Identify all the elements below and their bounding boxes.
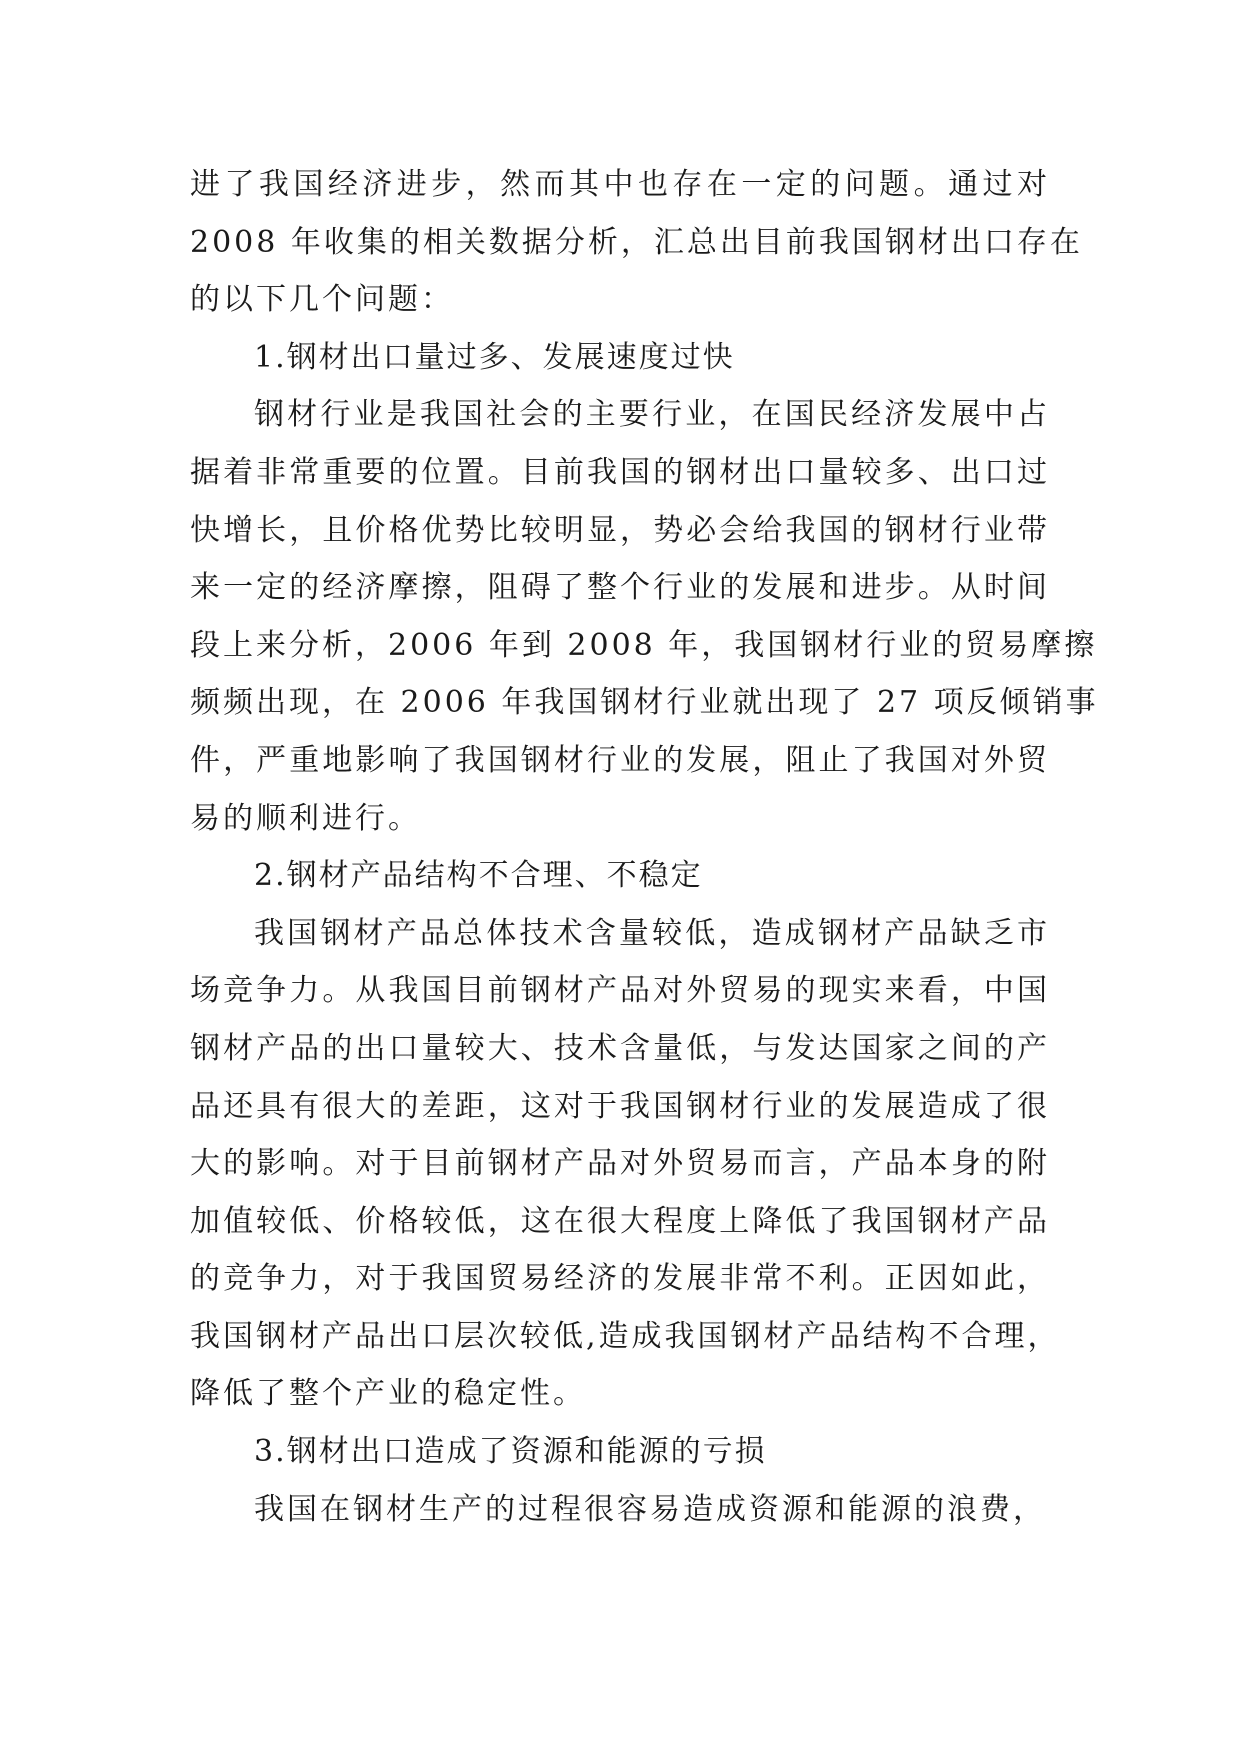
- text-line: 据着非常重要的位置。目前我国的钢材出口量较多、出口过: [190, 454, 1050, 490]
- text-line: 频频出现，在 2006 年我国钢材行业就出现了 27 项反倾销事: [190, 685, 1099, 721]
- text-line: 我国钢材产品总体技术含量较低，造成钢材产品缺乏市: [254, 915, 1050, 951]
- text-line: 场竞争力。从我国目前钢材产品对外贸易的现实来看，中国: [190, 973, 1050, 1009]
- text-line: 3.钢材出口造成了资源和能源的亏损: [254, 1434, 767, 1470]
- document-body: [190, 156, 1099, 1538]
- text-line: 易的顺利进行。: [190, 800, 421, 836]
- text-line: 快增长，且价格优势比较明显，势必会给我国的钢材行业带: [190, 512, 1050, 548]
- text-line: 加值较低、价格较低，这在很大程度上降低了我国钢材产品: [190, 1203, 1050, 1239]
- text-line: 钢材行业是我国社会的主要行业，在国民经济发展中占: [254, 397, 1050, 433]
- body-paragraph: [190, 386, 1099, 847]
- text-line: 来一定的经济摩擦，阻碍了整个行业的发展和进步。从时间: [190, 570, 1050, 606]
- text-line: 我国钢材产品出口层次较低,造成我国钢材产品结构不合理，: [190, 1318, 1061, 1354]
- section-heading: [190, 1423, 1050, 1481]
- text-line: 1.钢材出口量过多、发展速度过快: [254, 339, 735, 375]
- text-line: 钢材产品的出口量较大、技术含量低，与发达国家之间的产: [190, 1030, 1050, 1066]
- text-line: 的以下几个问题：: [190, 282, 454, 318]
- text-line: 段上来分析，2006 年到 2008 年，我国钢材行业的贸易摩擦: [190, 627, 1098, 663]
- body-paragraph: [190, 156, 1083, 329]
- section-heading: [190, 847, 1050, 905]
- text-line: 2.钢材产品结构不合理、不稳定: [254, 858, 703, 894]
- text-line: 降低了整个产业的稳定性。: [190, 1376, 586, 1412]
- text-line: 我国在钢材生产的过程很容易造成资源和能源的浪费，: [254, 1491, 1046, 1527]
- text-line: 的竞争力，对于我国贸易经济的发展非常不利。正因如此，: [190, 1261, 1050, 1297]
- text-line: 品还具有很大的差距，这对于我国钢材行业的发展造成了很: [190, 1088, 1050, 1124]
- section-heading: [190, 329, 1050, 387]
- text-line: 大的影响。对于目前钢材产品对外贸易而言，产品本身的附: [190, 1146, 1050, 1182]
- text-line: 2008 年收集的相关数据分析，汇总出目前我国钢材出口存在: [190, 224, 1083, 260]
- body-paragraph: [190, 905, 1061, 1423]
- text-line: 件，严重地影响了我国钢材行业的发展，阻止了我国对外贸: [190, 742, 1050, 778]
- body-paragraph: [190, 1481, 1050, 1539]
- text-line: 进了我国经济进步，然而其中也存在一定的问题。通过对: [190, 167, 1050, 202]
